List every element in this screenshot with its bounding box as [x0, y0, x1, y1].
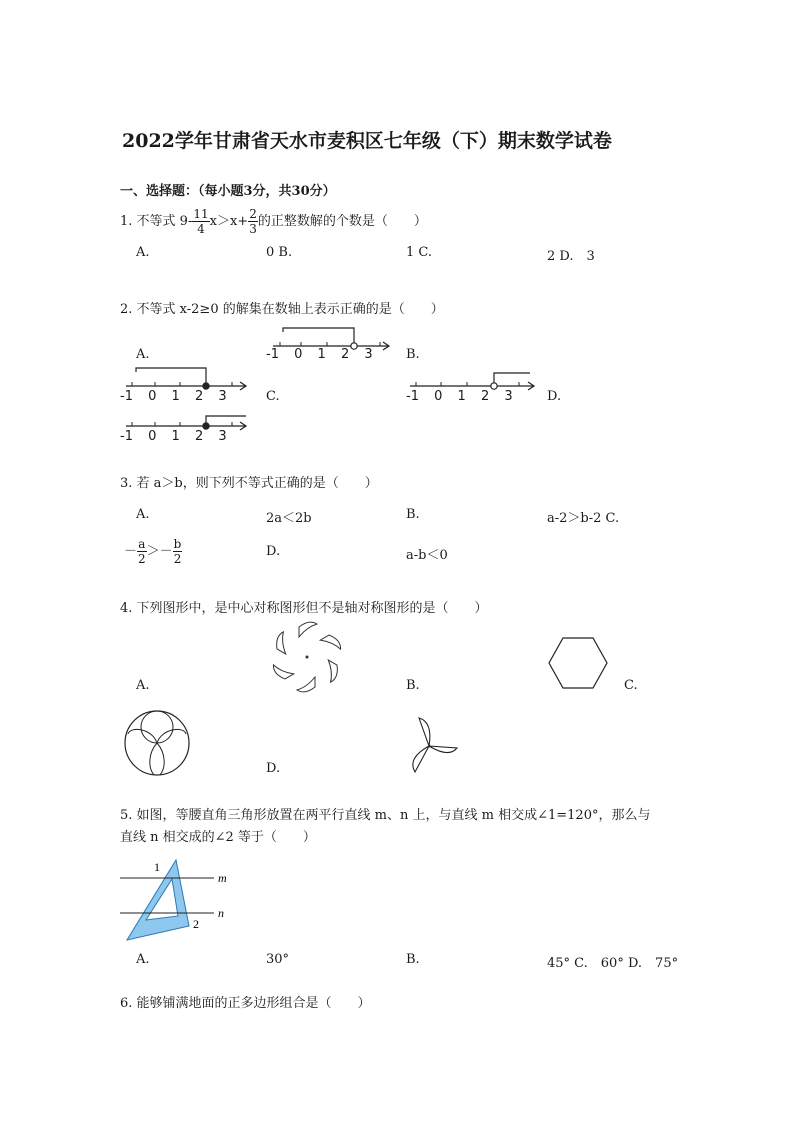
solution-ray	[136, 368, 206, 382]
question-2-stem: 2. 不等式 x-2≥0 的解集在数轴上表示正确的是（ ）	[120, 302, 444, 317]
q5-value-a: 30°	[266, 952, 290, 967]
q3-value-b: a-2＞b-2 C.	[547, 511, 620, 526]
q5-value-b: 45° C. 60° D. 75°	[547, 956, 679, 971]
q5-option-b[interactable]: B.	[406, 952, 420, 967]
page-title: 2022学年甘肃省天水市麦积区七年级（下）期末数学试卷	[122, 130, 612, 152]
blade-shape	[419, 718, 430, 746]
q1-fraction-1	[192, 207, 209, 236]
blade-shape	[429, 746, 457, 753]
label-angle-2: 2	[193, 917, 199, 931]
q3-frac-b-denominator: 2	[173, 552, 182, 566]
q2-option-c[interactable]: C.	[266, 389, 280, 404]
gt-neg-sign: ＞－	[146, 544, 173, 559]
q1-frac1-denominator: 4	[197, 222, 205, 236]
q1-suffix: 的正整数解的个数是（ ）	[257, 214, 427, 229]
solution-ray	[283, 328, 354, 342]
label-angle-1: 1	[154, 860, 160, 874]
center-dot	[306, 656, 308, 658]
label-m: m	[218, 871, 227, 885]
crescent-shape	[320, 633, 342, 656]
crescent-shape	[273, 631, 295, 654]
q1-option-b[interactable]: 0 B.	[266, 245, 293, 260]
q1-prefix: 1. 不等式 9-	[120, 214, 193, 229]
q3-frac-a	[137, 537, 147, 566]
q1-mid: x＞x+	[209, 214, 249, 229]
q3-frac-b	[173, 537, 183, 566]
question-5-stem-line-2: 直线 n 相交成的∠2 等于（ ）	[120, 830, 316, 845]
q4-option-a[interactable]: A.	[136, 678, 150, 693]
q3-frac-a-numerator: a	[138, 537, 146, 551]
question-6-stem: 6. 能够铺满地面的正多边形组合是（ ）	[120, 996, 371, 1011]
q3-frac-b-numerator: b	[173, 537, 182, 551]
q1-option-c[interactable]: 1 C.	[406, 245, 433, 260]
crescent-shape	[319, 660, 341, 683]
q3-option-a[interactable]: A.	[136, 507, 150, 522]
circle-three-arcs-figure	[122, 708, 192, 778]
q1-fraction-2	[248, 207, 258, 236]
q1-frac1-numerator: 11	[193, 207, 209, 221]
q1-option-a[interactable]: A.	[136, 245, 150, 260]
q3-option-b[interactable]: B.	[406, 507, 420, 522]
q4-option-c[interactable]: C.	[624, 678, 638, 693]
question-1-stem	[120, 207, 427, 236]
q1-option-d[interactable]: 2 D. 3	[547, 249, 595, 264]
q5-option-a[interactable]: A.	[136, 952, 150, 967]
question-4-stem: 4. 下列图形中，是中心对称图形但不是轴对称图形的是（ ）	[120, 601, 488, 616]
question-3-stem: 3. 若 a＞b，则下列不等式正确的是（ ）	[120, 476, 378, 491]
hexagon-shape	[549, 638, 607, 688]
q3-frac-a-denominator: 2	[138, 552, 146, 566]
solution-ray	[206, 416, 246, 422]
q3-option-d[interactable]: D.	[266, 544, 281, 559]
number-line-a-ticks: -1 0 1 2 3	[266, 347, 373, 362]
solution-ray	[494, 373, 530, 382]
parallel-lines-triangle-figure	[118, 852, 238, 942]
crescent-shape	[272, 658, 294, 681]
question-5-stem-line-1: 5. 如图，等腰直角三角形放置在两平行直线 m、n 上，与直线 m 相交成∠1=120°，那么与	[120, 808, 651, 823]
q1-frac2-denominator: 3	[249, 222, 257, 236]
q4-option-d[interactable]: D.	[266, 761, 281, 776]
q1-frac2-numerator: 2	[249, 207, 257, 221]
three-blade-figure	[405, 716, 459, 776]
blade-shape	[413, 746, 429, 772]
q2-option-d[interactable]: D.	[547, 389, 562, 404]
q3-value-d: a-b＜0	[406, 548, 448, 563]
q3-value-c	[124, 537, 182, 566]
pinwheel-crescents-figure	[262, 617, 352, 697]
section-heading: 一、选择题：（每小题3分，共30分）	[120, 184, 336, 199]
crescent-shape	[299, 622, 317, 637]
neg-sign: －	[124, 544, 138, 559]
hexagon-figure	[548, 636, 610, 692]
number-line-d-ticks: -1 0 1 2 3	[120, 429, 227, 444]
number-line-c-ticks: -1 0 1 2 3	[406, 389, 513, 404]
q2-option-a[interactable]: A.	[136, 347, 150, 362]
q4-option-b[interactable]: B.	[406, 678, 420, 693]
q3-value-a: 2a＜2b	[266, 511, 312, 526]
crescent-shape	[297, 677, 315, 692]
label-n: n	[218, 906, 224, 920]
number-line-b-ticks: -1 0 1 2 3	[120, 389, 227, 404]
q2-option-b[interactable]: B.	[406, 347, 420, 362]
